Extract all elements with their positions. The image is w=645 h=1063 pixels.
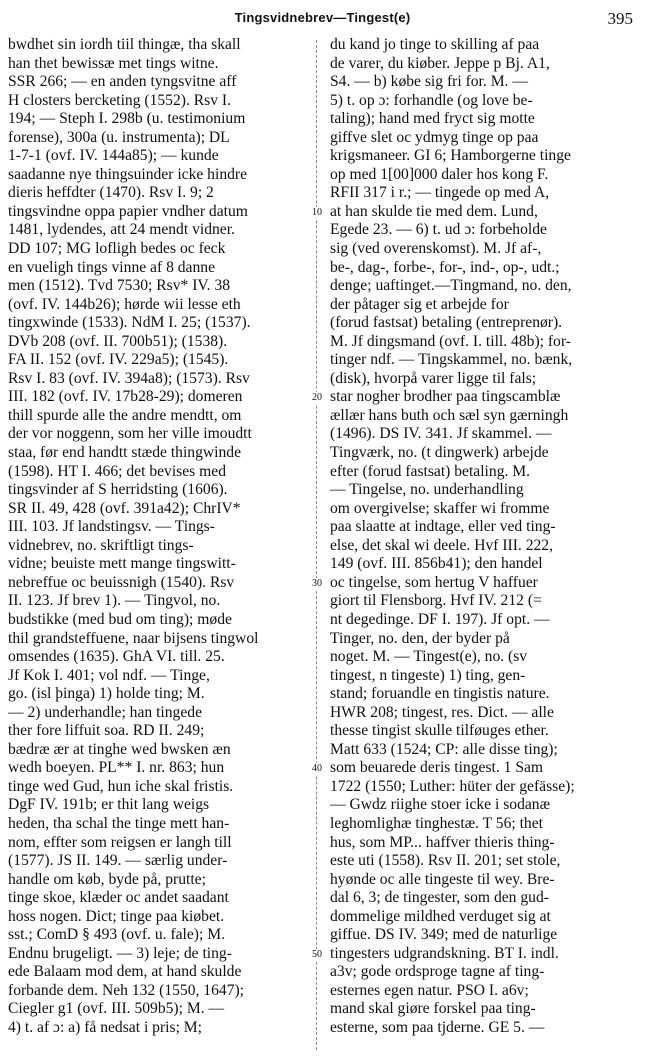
right-column-text-line: 149 (ovf. III. 856b41); den handel — [330, 555, 543, 573]
left-column-text-line: sst.; ComD § 493 (ovf. u. fale); M. — [8, 926, 225, 944]
right-column-text-line: mand skal giøre forskel paa ting- — [330, 1000, 536, 1018]
right-column-text-line: om overgivelse; skaffer wi fromme — [330, 499, 550, 517]
left-column-text-line: saadanne nye thingsuinder icke hindre — [8, 165, 248, 183]
right-column-text-line: (forud fastsat) betaling (entreprenør). — [330, 314, 563, 332]
line-number: 30 — [307, 578, 327, 590]
left-column-text-line: (1598). HT I. 466; det bevises med — [8, 462, 226, 480]
line-number: 40 — [307, 763, 327, 775]
left-column-text-line: nom, effter som reigsen er langh till — [8, 833, 232, 851]
left-column-text-line: thill spurde alle the andre mendtt, om — [8, 406, 242, 424]
right-column-text-line: ællær hans buth och sæl syn gærningh — [330, 406, 569, 424]
left-column-text-line: 194; — Steph I. 298b (u. testimonium — [8, 110, 246, 128]
left-column-text-line: (1577). JS II. 149. — særlig under- — [8, 852, 228, 870]
left-column-text-line: H closters bercketing (1552). Rsv I. — [8, 91, 232, 109]
left-column-text-line: 4) t. af ɔ: a) få nedsat i pris; M; — [8, 1018, 202, 1036]
left-column-text-line: DVb 208 (ovf. II. 700b51); (1538). — [8, 332, 228, 350]
left-column-text-line: dieris heffdter (1470). Rsv I. 9; 2 — [8, 184, 214, 202]
right-column-text-line: Egede 23. — 6) t. ud ɔ: forbeholde — [330, 221, 547, 239]
left-column-text-line: 1-7-1 (ovf. IV. 144a85); — kunde — [8, 147, 219, 165]
right-column-text-line: star nogher brodher paa tingscamblæ — [330, 388, 561, 406]
left-column-text-line: nebreffue oc beuissnigh (1540). Rsv — [8, 573, 235, 591]
right-column-text-line: stand; foruandle en tingistis nature. — [330, 685, 550, 703]
left-column-text-line: III. 182 (ovf. IV. 17b28-29); domeren — [8, 388, 243, 406]
right-column-text-line: der påtager sig et arbejde for — [330, 295, 509, 313]
left-column-text-line: staa, før end handtt stæde thingwinde — [8, 444, 241, 462]
right-column-text-line: 5) t. op ɔ: forhandle (og love be- — [330, 91, 533, 109]
right-column-text-line: giffue. DS IV. 349; med de naturlige — [330, 926, 558, 944]
right-column-text-line: efter (forud fastsat) betaling. M. — [330, 462, 531, 480]
left-column-text-line: ede Balaam mod dem, at hand skulde — [8, 963, 242, 981]
left-column-text-line: bwdhet sin iordh tiil thingæ, tha skall — [8, 36, 241, 53]
right-column-text-line: hus, som MP... haffver thieris thing- — [330, 833, 555, 851]
right-column-text-line: S4. — b) købe sig fri for. M. — — [330, 73, 528, 91]
right-column-text-line: de varer, du kiøber. Jeppe p Bj. A1, — [330, 54, 550, 72]
page-number: 395 — [607, 9, 633, 28]
left-column-text-line: SSR 266; — en anden tyngsvitne aff — [8, 73, 237, 91]
right-column-text-line: hyønde oc alle tingeste til wey. Bre- — [330, 870, 555, 888]
left-column-text-line: omsendes (1635). GhA VI. till. 25. — [8, 648, 225, 666]
right-column-text-line: oc tingelse, som hertug V haffuer — [330, 573, 538, 591]
right-column-text-line: taling); hand med fryct sig motte — [330, 110, 535, 128]
right-column-text-line: Tinger, no. den, der byder på — [330, 629, 510, 647]
right-column-text-line: du kand jo tinge to skilling af paa — [330, 36, 540, 53]
right-column-text-line: a3v; gode ordsproge tagne af ting- — [330, 963, 545, 981]
right-column-text-line: RFII 317 i r.; — tingede op med A, — [330, 184, 550, 202]
left-column-text-line: bædræ ær at tinghe wed bwsken æn — [8, 740, 231, 758]
left-column-text-line: tinge wed Gud, hun iche skal fristis. — [8, 777, 234, 795]
left-column-text-line: vidne; beuiste mett mange tingswitt- — [8, 555, 236, 573]
right-column-text-line: (1496). DS IV. 341. Jf skammel. — — [330, 425, 552, 443]
left-column-text-line: DD 107; MG lofligh bedes oc feck — [8, 240, 226, 258]
right-column-text-line: dommelige mildhed verduget sig at — [330, 907, 551, 925]
left-column-text-line: vidnebrev, no. skriftligt tings- — [8, 536, 194, 554]
right-column-text-line: este uti (1558). Rsv II. 201; set stole, — [330, 852, 561, 870]
left-column-text-line: SR II. 49, 428 (ovf. 391a42); ChrIV* — [8, 499, 241, 517]
left-column-text-line: han thet bewissæ met tings witne. — [8, 54, 219, 72]
left-column-text-line: FA II. 152 (ovf. IV. 229a5); (1545). — [8, 351, 229, 369]
left-column-text-line: tingxwinde (1533). NdM I. 25; (1537). — [8, 314, 251, 332]
left-column-text-line: forbande dem. Neh 132 (1550, 1647); — [8, 981, 245, 999]
left-column-text-line: Jf Kok I. 401; vol ndf. — Tinge, — [8, 666, 210, 684]
running-head: Tingsvidnebrev—Tingest(e) — [234, 10, 411, 25]
left-column-text-line: tingsvindne oppa papier vndher datum — [8, 202, 248, 220]
right-column-text-line: nt degedinge. DF I. 197). Jf opt. — — [330, 610, 550, 628]
left-column-text-line: (ovf. IV. 144b26); hørde wii lesse eth — [8, 295, 241, 313]
right-column-text-line: som beuarede deris tingest. 1 Sam — [330, 759, 544, 777]
left-column-text-line: der vor noggenn, som her ville imoudtt — [8, 425, 252, 443]
right-column-text-line: — Gwdz riighe stoer icke i sodanæ — [330, 796, 550, 814]
right-column-text-line: esterne, som paa tjderne. GE 5. — — [330, 1018, 545, 1036]
right-column-text-line: sig (ved overenskomst). M. Jf af-, — [330, 240, 542, 258]
line-number: 50 — [307, 949, 327, 961]
left-column-text-line: go. (isl þinga) 1) holde ting; M. — [8, 685, 205, 703]
left-column-text-line: handle om køb, byde på, prutte; — [8, 870, 206, 888]
left-column-text-line: hoss nogen. Dict; tinge paa kiøbet. — [8, 907, 225, 925]
left-column-text-line: tinge skoe, klæder oc andet saadant — [8, 889, 229, 907]
left-column-text-line: budstikke (med bud om ting); møde — [8, 610, 232, 628]
left-column-text-line: III. 103. Jf landstingsv. — Tings- — [8, 518, 215, 536]
right-column-text-line: 1722 (1550; Luther: hüter der gefässe); — [330, 777, 575, 795]
left-column-text-line: heden, tha schal the tinge mett han- — [8, 814, 230, 832]
left-column-text-line: Endnu brugeligt. — 3) leje; de ting- — [8, 944, 232, 962]
right-column-text-line: paa slaatte at indtage, eller ved ting- — [330, 518, 556, 536]
page-header — [0, 10, 645, 32]
right-column-text-line: else, det skal wi deele. Hvf III. 222, — [330, 536, 554, 554]
line-number-margin — [307, 36, 329, 1056]
left-column-text-line: ther fore liffuit soa. RD II. 249; — [8, 722, 205, 740]
left-column-text-line: tingsvinder af S herridsting (1606). — [8, 481, 228, 499]
right-column-text-line: at han skulde tie med dem. Lund, — [330, 202, 538, 220]
right-column-text-line: HWR 208; tingest, res. Dict. — alle — [330, 703, 554, 721]
right-column-text-line: Matt 633 (1524; CP: alle disse ting); — [330, 740, 558, 758]
right-column-text-line: Tingværk, no. (t dingwerk) arbejde — [330, 444, 549, 462]
right-column-text-line: leghomlighæ tinghestæ. T 56; thet — [330, 814, 543, 832]
right-column-text-line: M. Jf dingsmand (ovf. I. till. 48b); for- — [330, 332, 571, 350]
left-column-text-line: Ciegler g1 (ovf. III. 509b5); M. — — [8, 1000, 225, 1018]
left-column-text-line: — 2) underhandle; han tingede — [8, 703, 202, 721]
left-column-text-line: 1481, lydendes, att 24 mendt vidner. — [8, 221, 235, 239]
left-column-text-line: DgF IV. 191b; er thit lang weigs — [8, 796, 210, 814]
left-column-text-line: forense), 300a (u. instrumenta); DL — [8, 128, 230, 146]
left-column-text-line: thil grandsteffuene, naar bijsens tingwol — [8, 629, 259, 647]
right-column-text-line: op med 1[00]000 daler hos kong F. — [330, 165, 549, 183]
right-column-text-line: be-, dag-, forbe-, for-, ind-, op-, udt.; — [330, 258, 560, 276]
left-column-text-line: Rsv I. 83 (ovf. IV. 394a8); (1573). Rsv — [8, 369, 250, 387]
left-column-text-line: II. 123. Jf brev 1). — Tingvol, no. — [8, 592, 221, 610]
right-column-text-line: esternes egen natur. PSO I. a6v; — [330, 981, 529, 999]
right-column — [330, 36, 637, 1056]
left-column-text-line: wedh boeyen. PL** I. nr. 863; hun — [8, 759, 225, 777]
right-column-text-line: noget. M. — Tingest(e), no. (sv — [330, 648, 528, 666]
left-column-text-line: men (1512). Tvd 7530; Rsv* IV. 38 — [8, 277, 231, 295]
line-number: 20 — [307, 392, 327, 404]
line-number: 10 — [307, 207, 327, 219]
right-column-text-line: dal 6, 3; de tingester, som den gud- — [330, 889, 549, 907]
left-column — [8, 36, 307, 1056]
right-column-text-line: giffve slet oc ydmyg tinge op paa — [330, 128, 539, 146]
left-column-text-line: en vueligh tings vinne af 8 danne — [8, 258, 215, 276]
right-column-text-line: tingest, n tingeste) 1) ting, gen- — [330, 666, 526, 684]
right-column-text-line: tingesters udgrandskning. BT I. indl. — [330, 944, 559, 962]
right-column-text-line: tinger ndf. — Tingskammel, no. bænk, — [330, 351, 573, 369]
right-column-text-line: — Tingelse, no. underhandling — [330, 481, 524, 499]
right-column-text-line: denge; uaftinget.—Tingmand, no. den, — [330, 277, 572, 295]
right-column-text-line: giort til Flensborg. Hvf IV. 212 (= — [330, 592, 542, 610]
right-column-text-line: krigsmaneer. GI 6; Hamborgerne tinge — [330, 147, 571, 165]
right-column-text-line: thesse tingist skulle tilføuges ether. — [330, 722, 549, 740]
right-column-text-line: (disk), hvorpå varer ligge til fals; — [330, 369, 537, 387]
